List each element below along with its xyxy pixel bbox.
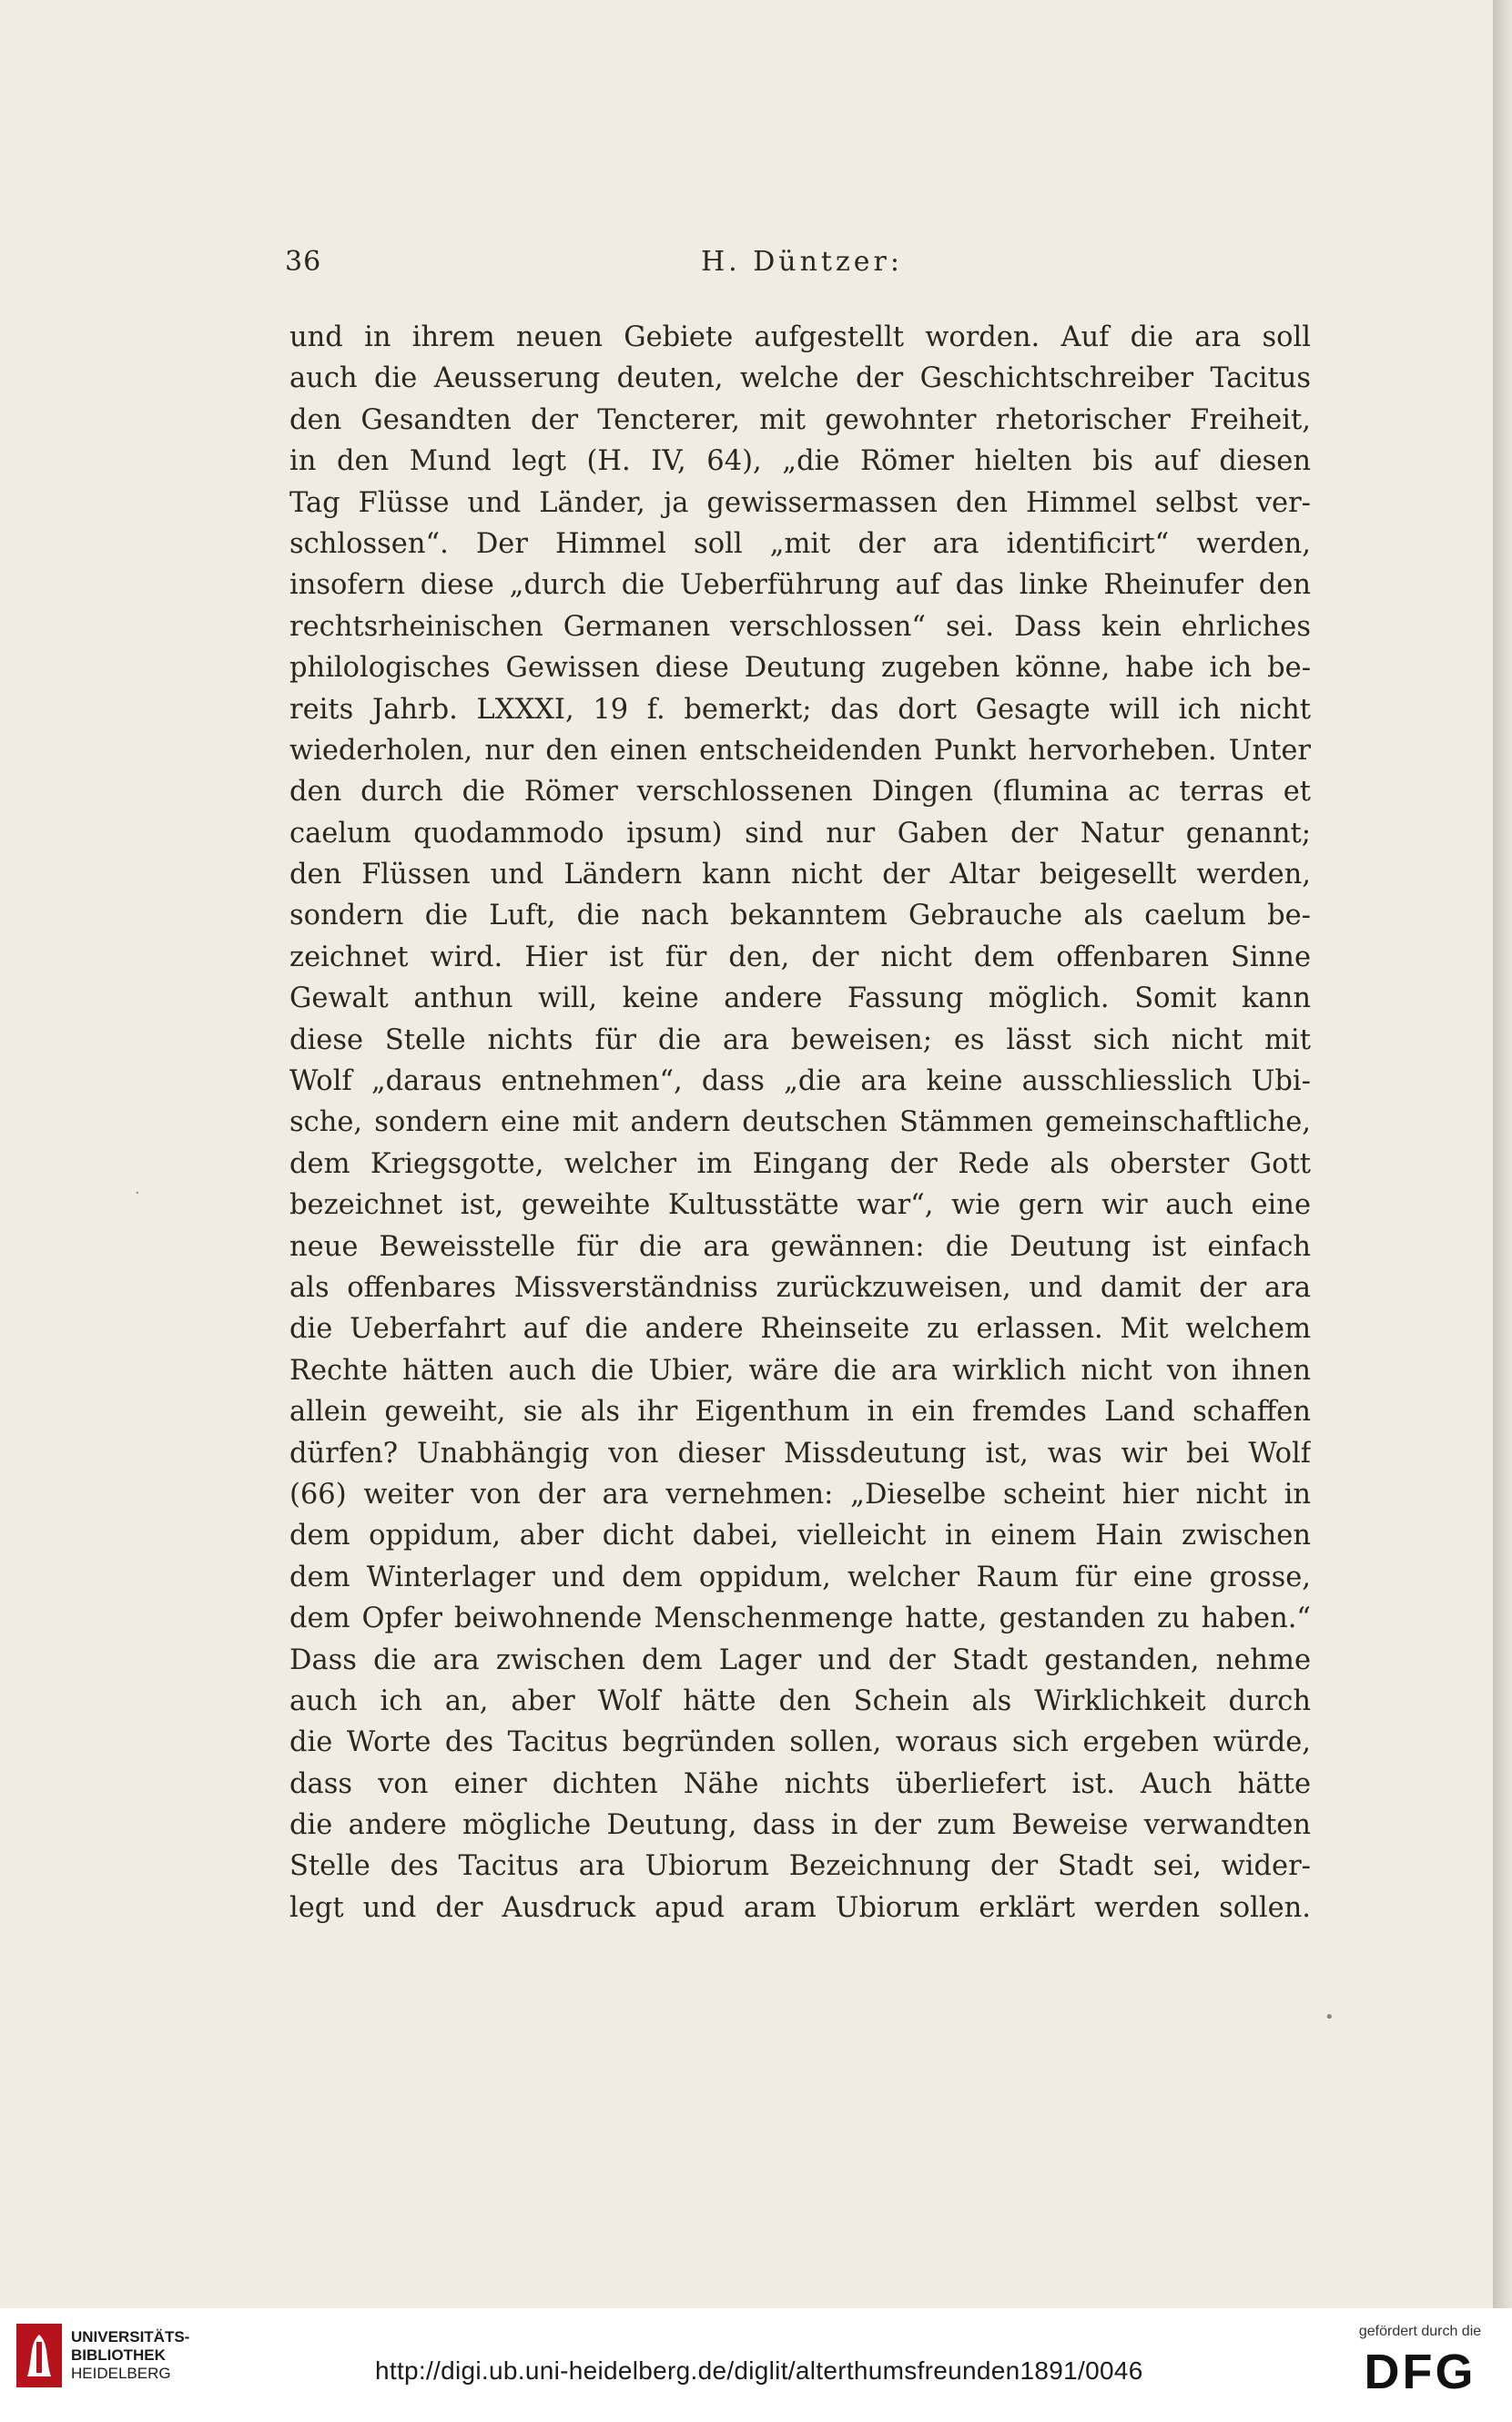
text-line: Stelle des Tacitus ara Ubiorum Bezeichnung der Stadt sei, wider- [289, 1850, 1311, 1883]
scan-speck: · [135, 1184, 140, 1203]
text-line: rechtsrheinischen Germanen verschlossen“ sei. Dass kein ehrliches [289, 610, 1311, 643]
text-line: und in ihrem neuen Gebiete aufgestellt worden. Auf die ara soll [289, 321, 1311, 353]
text-line: zeichnet wird. Hier ist für den, der nicht dem offenbaren Sinne [289, 941, 1311, 973]
text-line: die andere mögliche Deutung, dass in der zum Beweise verwandten [289, 1809, 1311, 1842]
text-line: Gewalt anthun will, keine andere Fassung möglich. Somit kann [289, 982, 1311, 1015]
page-edge-shadow [1493, 0, 1512, 2308]
text-line: Tag Flüsse und Länder, ja gewissermassen den Himmel selbst ver- [289, 486, 1311, 519]
scan-speck: • [1324, 2008, 1334, 2027]
dfg-logo: DFG [1364, 2345, 1476, 2399]
text-line: dürfen? Unabhängig von dieser Missdeutung ist, was wir bei Wolf [289, 1437, 1311, 1470]
text-line: neue Beweisstelle für die ara gewännen: die Deutung ist einfach [289, 1230, 1311, 1263]
text-line: insofern diese „durch die Ueberführung auf das linke Rheinufer den [289, 569, 1311, 602]
text-line: Wolf „daraus entnehmen“, dass „die ara keine ausschliesslich Ubi- [289, 1065, 1311, 1098]
text-line: Rechte hätten auch die Ubier, wäre die ara wirklich nicht von ihnen [289, 1354, 1311, 1387]
text-line: caelum quodammodo ipsum) sind nur Gaben der Natur genannt; [289, 817, 1311, 850]
text-line: auch ich an, aber Wolf hätte den Schein als Wirklichkeit durch [289, 1684, 1311, 1717]
text-line: den Gesandten der Tencterer, mit gewohnter rhetorischer Freiheit, [289, 403, 1311, 436]
running-head: H. Düntzer: [701, 246, 903, 278]
body-text [289, 317, 1311, 1928]
library-logo[interactable] [16, 2324, 189, 2387]
text-line: in den Mund legt (H. IV, 64), „die Römer hielten bis auf diesen [289, 445, 1311, 478]
text-line: (66) weiter von der ara vernehmen: „Dieselbe scheint hier nicht in [289, 1478, 1311, 1511]
library-name: UNIVERSITÄTS- BIBLIOTHEK HEIDELBERG [71, 2328, 190, 2382]
library-seal-icon [16, 2324, 62, 2387]
text-line: bezeichnet ist, geweihte Kultusstätte war“, wie gern wir auch eine [289, 1189, 1311, 1222]
text-line: dem Opfer beiwohnende Menschenmenge hatte, gestanden zu haben.“ [289, 1603, 1311, 1635]
text-line: die Worte des Tacitus begründen sollen, woraus sich ergeben würde, [289, 1726, 1311, 1759]
text-line: auch die Aeusserung deuten, welche der Geschichtschreiber Tacitus [289, 362, 1311, 395]
text-line: den Flüssen und Ländern kann nicht der Altar beigesellt werden, [289, 859, 1311, 891]
text-line: philologisches Gewissen diese Deutung zugeben könne, habe ich be- [289, 652, 1311, 685]
funder-label: gefördert durch die [1358, 2324, 1482, 2339]
text-line: den durch die Römer verschlossenen Dingen (flumina ac terras et [289, 776, 1311, 809]
text-line: diese Stelle nichts für die ara beweisen; es lässt sich nicht mit [289, 1023, 1311, 1056]
text-line: als offenbares Missverständniss zurückzuweisen, und damit der ara [289, 1271, 1311, 1304]
permalink-url[interactable]: http://digi.ub.uni-heidelberg.de/diglit/alterthumsfreunden1891/0046 [375, 2356, 1143, 2385]
text-line: dem Winterlager und dem oppidum, welcher Raum für eine grosse, [289, 1561, 1311, 1593]
text-line: dass von einer dichten Nähe nichts überliefert ist. Auch hätte [289, 1767, 1311, 1800]
text-line: dem Kriegsgotte, welcher im Eingang der Rede als oberster Gott [289, 1147, 1311, 1180]
text-line: sondern die Luft, die nach bekanntem Gebrauche als caelum be- [289, 900, 1311, 932]
text-line: die Ueberfahrt auf die andere Rheinseite zu erlassen. Mit welchem [289, 1313, 1311, 1346]
text-line: reits Jahrb. LXXXI, 19 f. bemerkt; das dort Gesagte will ich nicht [289, 693, 1311, 726]
page-number: 36 [285, 246, 322, 278]
text-line: legt und der Ausdruck apud aram Ubiorum erklärt werden sollen. [289, 1891, 1311, 1924]
text-line: schlossen“. Der Himmel soll „mit der ara identificirt“ werden, [289, 527, 1311, 560]
funder-logo[interactable] [1343, 2324, 1497, 2398]
text-line: wiederholen, nur den einen entscheidenden Punkt hervorheben. Unter [289, 734, 1311, 767]
text-line: dem oppidum, aber dicht dabei, vielleicht in einem Hain zwischen [289, 1520, 1311, 1552]
text-line: Dass die ara zwischen dem Lager und der Stadt gestanden, nehme [289, 1644, 1311, 1676]
text-line: sche, sondern eine mit andern deutschen Stämmen gemeinschaftliche, [289, 1106, 1311, 1139]
text-line: allein geweiht, sie als ihr Eigenthum in ein fremdes Land schaffen [289, 1396, 1311, 1429]
